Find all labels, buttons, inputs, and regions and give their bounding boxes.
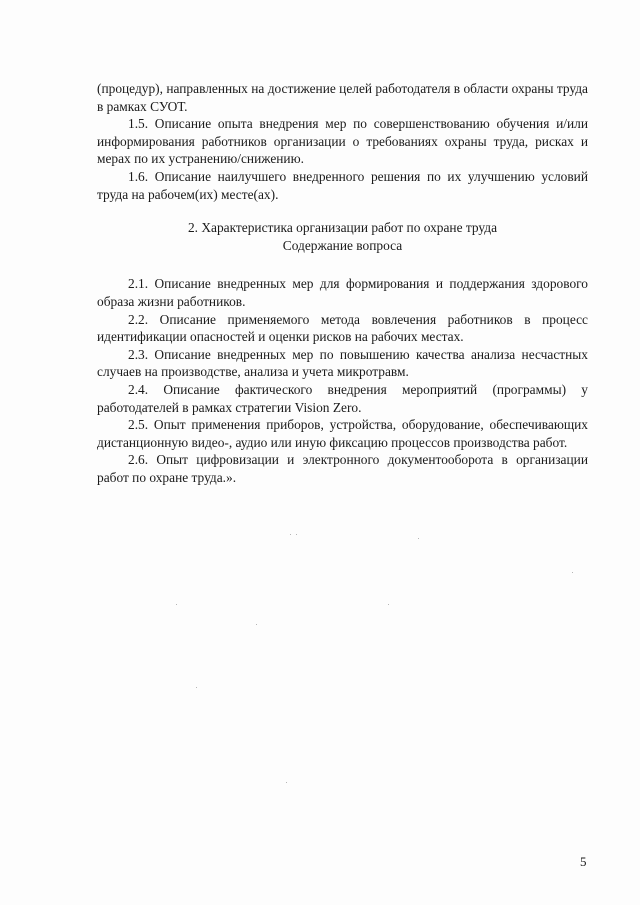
paragraph-continuation: (процедур), направленных на достижение целей работодателя в области охраны труда в рамках СУОТ. (97, 81, 588, 114)
paragraph-1-6: 1.6. Описание наилучшего внедренного решения по их улучшению условий труда на рабочем(их) месте(ах). (97, 168, 588, 202)
paragraph-2-3: 2.3. Описание внедренных мер по повышению качества анализа несчастных случаев на производстве, анализа и учета микротравм. (97, 346, 588, 380)
paragraph-2-1: 2.1. Описание внедренных мер для формирования и поддержания здорового образа жизни работников. (97, 276, 588, 309)
section-subtitle: Содержание вопроса (282, 237, 403, 253)
scan-speck (196, 687, 197, 688)
paragraph-2-5: 2.5. Опыт применения приборов, устройства, оборудование, обеспечивающих дистанционную видео-, аудио или иную фиксацию процессов производства работ. (97, 417, 588, 450)
paragraph-2-2: 2.2. Описание применяемого метода вовлечения работников в процесс идентификации опасностей и оценки рисков на рабочих местах. (97, 311, 588, 345)
scan-speck (418, 538, 419, 539)
paragraph-1-5: 1.5. Описание опыта внедрения мер по совершенствованию обучения и/или информирования работников организации о требованиях охраны труда, рисках и мерах по их устранению/снижению. (97, 116, 588, 167)
scan-speck (296, 534, 297, 535)
scan-speck (290, 534, 291, 535)
section-title: 2. Характеристика организации работ по охране труда (187, 220, 498, 236)
document-body (97, 80, 588, 486)
page-number: 5 (580, 854, 587, 869)
scan-speck (572, 572, 573, 573)
paragraph-2-4: 2.4. Описание фактического внедрения мероприятий (программы) у работодателей в рамках стратегии Vision Zero. (97, 381, 588, 415)
scan-speck (256, 624, 257, 625)
scan-speck (286, 782, 287, 783)
spacer (97, 203, 588, 219)
paragraph-2-6: 2.6. Опыт цифровизации и электронного документооборота в организации работ по охране труда.». (97, 452, 588, 485)
scan-speck (176, 604, 177, 605)
scan-speck (388, 604, 389, 605)
spacer (97, 254, 588, 275)
